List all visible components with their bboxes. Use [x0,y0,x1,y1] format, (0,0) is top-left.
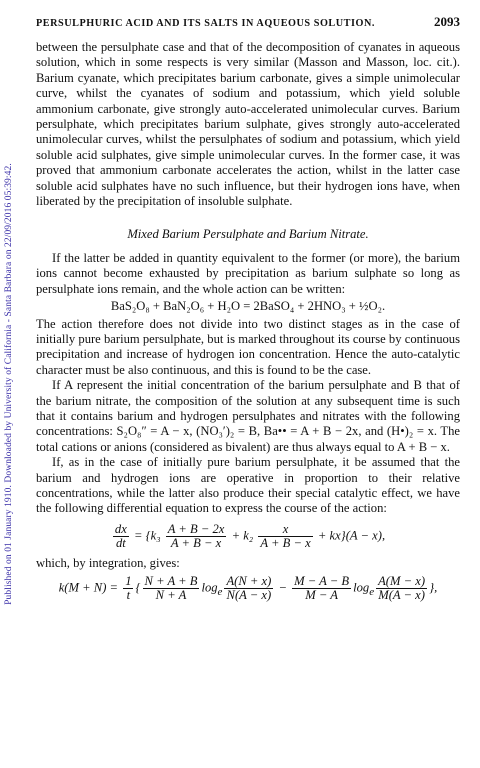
integrated-equation: k(M + N) = $\frac{1}{t}$ { $\frac{N + A + B}{N + A}$ $\log_e$ $\frac{A(N + x)}{N(A - x)}$ − $\frac{M - A - B}{M - A}$ $\log_e$ $\frac{A(M - x)}{M(A - x)}$ }, [58,574,438,603]
one-over-t-fraction: $\frac{1}{t}$ [125,574,132,603]
second-log-fraction: $\frac{A(M - x)}{M(A - x)}$ [378,574,426,603]
dx-dt-fraction: $\frac{dx}{dt}$ [114,521,127,550]
paragraph-4: If A represent the initial concentration of the barium persulphate and B that of the barium nitrate, the composition of the solution at any subsequent time is such that it contains barium and hydrogen persulphates and nitrates with the following concentrations: S₂O₈″ = A − x, (NO₃′)₂ = B, Ba•• = A + B − 2x, and (H•)₂ = x. The total cations or anions (considered as bivalent) are thus always equal to A + B − x. [36,378,460,454]
download-watermark-text: Published on 01 January 1910. Downloaded by University of California - Santa Barbara on 22/09/2016 05:39:42. [4,163,15,605]
paragraph-6: which, by integration, gives: [36,555,180,570]
download-watermark [2,0,16,768]
paragraph-2: If the latter be added in quantity equivalent to the former (or more), the barium ions cannot become exhausted by precipitation as barium sulphate so long as persulphate ions remain, and the whole action can be written: [36,250,460,296]
differential-equation: $\frac{dx}{dt}$ = {k₃ $\frac{A + B - 2x}{A + B - x}$ + k₂ $\frac{x}{A + B - x}$ + kx}(A − x), [114,521,386,550]
k2-fraction: $\frac{x}{A + B - x}$ [260,521,311,550]
first-coefficient-fraction: $\frac{N + A + B}{N + A}$ [144,574,198,603]
reaction-equation: BaS₂O₈ + BaN₂O₆ + H₂O = 2BaSO₄ + 2HNO₃ + ½O₂. [110,299,386,314]
page-number: 2093 [434,14,460,29]
first-log-fraction: $\frac{A(N + x)}{N(A - x)}$ [226,574,272,603]
k3-fraction: $\frac{A + B - 2x}{A + B - x}$ [167,521,225,550]
article-body [36,40,460,606]
paragraph-5: If, as in the case of initially pure barium persulphate, it be assumed that the barium and hydrogen ions are operative in proportion to their relative concentrations, while the latter also produce their special catalytic effect, we have the following differential equation to express the course of the action: [36,455,460,516]
page-header [36,14,460,34]
paragraph-1: between the persulphate case and that of the decomposition of cyanates in aqueous solution, which in some respects is very similar (Masson and Masson, loc. cit.). Barium cyanate, which precipitates barium carbonate, gives a simple unimolecular curve, whilst the cyanates of sodium and potassium, which yield soluble ammonium carbonate, give strongly auto-accelerated unimolecular curves. Barium persulphate, which precipitates barium sulphate, gives strongly auto-accelerated unimolecular curves, whilst the persulphates of sodium and potassium, which yield soluble acid sulphates, give simple unimolecular curves. In the former case, it was proved that ammonium carbonate accelerates the action, whilst in the latter case soluble acid sulphates have no such influence, but their hydrogen ions have, when liberated by the precipitation of insoluble sulphate. [36,40,460,209]
second-coefficient-fraction: $\frac{M - A - B}{M - A}$ [294,574,350,603]
paragraph-3: The action therefore does not divide into two distinct stages as in the case of initially pure barium persulphate, but is marked throughout its course by continuous precipitation and increase of hydrogen ion concentration. Hence the auto-catalytic character must be also continuous, and this is found to be the case. [36,316,460,377]
section-title: Mixed Barium Persulphate and Barium Nitrate. [127,227,369,242]
running-title: PERSULPHURIC ACID AND ITS SALTS IN AQUEOUS SOLUTION. [36,18,376,29]
